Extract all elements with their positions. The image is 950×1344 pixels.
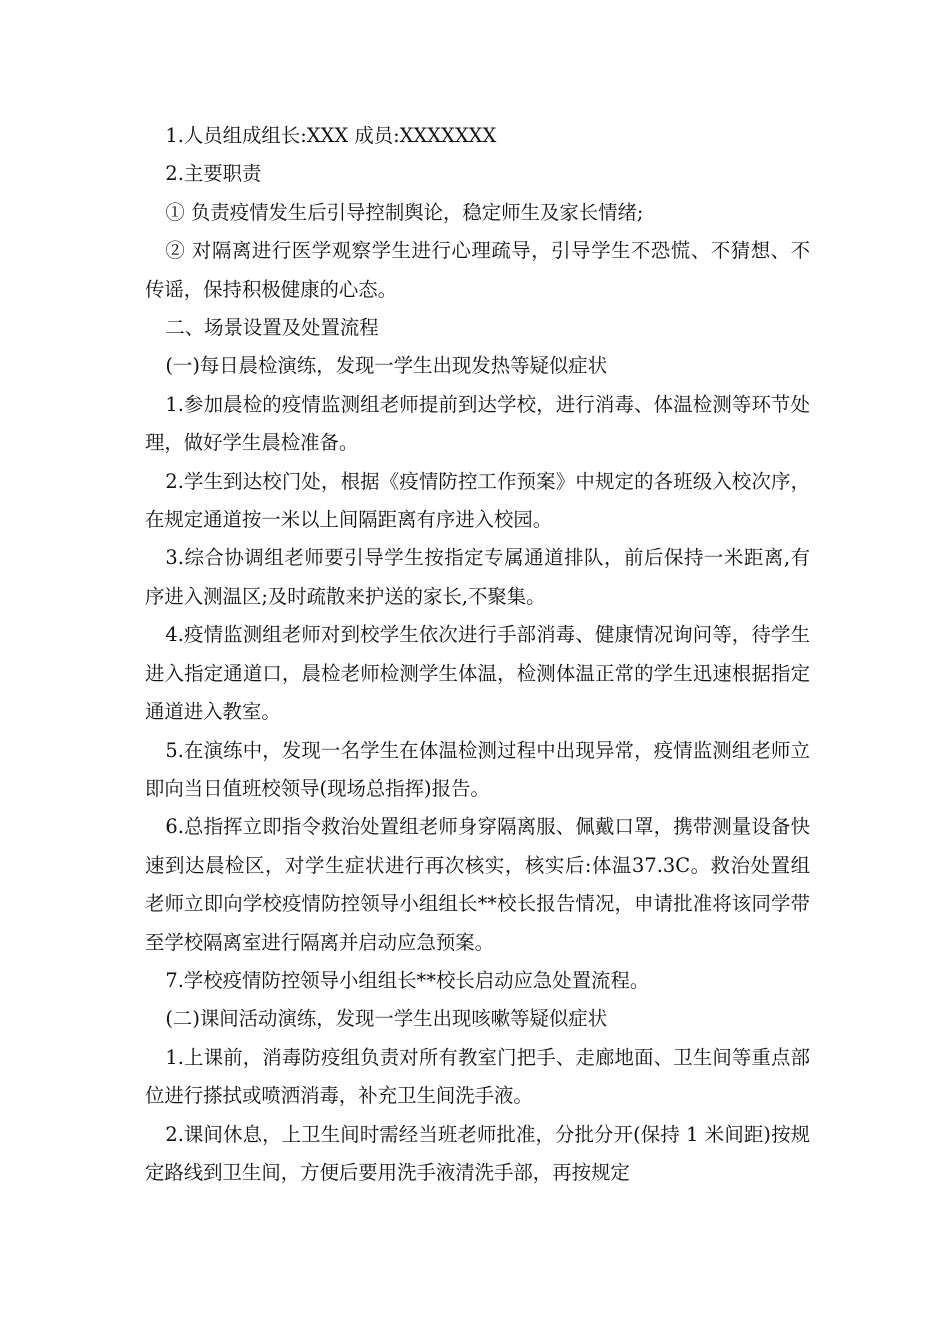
paragraph-morning-step-1: 1.参加晨检的疫情监测组老师提前到达学校，进行消毒、体温检测等环节处理，做好学生晨检准备。 [145,392,810,455]
paragraph-morning-step-5: 5.在演练中，发现一名学生在体温检测过程中出现异常，疫情监测组老师立即向当日值班校领导(现场总指挥)报告。 [145,738,810,800]
paragraph-morning-step-2: 2.学生到达校门处，根据《疫情防控工作预案》中规定的各班级入校次序，在规定通道按一米以上间隔距离有序进入校园。 [145,469,810,532]
paragraph-break-step-2: 2.课间休息，上卫生间时需经当班老师批准，分批分开(保持 1 米间距)按规定路线到卫生间，方便后要用洗手液清洗手部，再按规定 [145,1122,810,1184]
subsection-heading-morning-check: (一)每日晨检演练，发现一学生出现发热等疑似症状 [165,354,608,378]
paragraph-duty-2: ② 对隔离进行医学观察学生进行心理疏导，引导学生不恐慌、不猜想、不传谣，保持积极健康的心态。 [145,239,810,301]
document-page [145,117,810,1192]
paragraph-morning-step-6: 6.总指挥立即指令救治处置组老师身穿隔离服、佩戴口罩，携带测量设备快速到达晨检区，对学生症状进行再次核实，核实后:体温37.3C。救治处置组老师立即向学校疫情防控领导小组组长**校长报告情况，申请批准将该同学带至学校隔离室进行隔离并启动应急预案。 [145,815,810,954]
paragraph-break-step-1: 1.上课前，消毒防疫组负责对所有教室门把手、走廊地面、卫生间等重点部位进行搽拭或喷洒消毒，补充卫生间洗手液。 [145,1045,810,1108]
section-heading-scenarios: 二、场景设置及处置流程 [165,316,379,340]
paragraph-duties-heading: 2.主要职责 [165,162,262,186]
paragraph-morning-step-7: 7.学校疫情防控领导小组组长**校长启动应急处置流程。 [165,968,650,992]
paragraph-morning-step-3: 3.综合协调组老师要引导学生按指定专属通道排队，前后保持一米距离,有序进入测温区;及时疏散来护送的家长,不聚集。 [145,546,810,608]
subsection-heading-break-activity: (二)课间活动演练，发现一学生出现咳嗽等疑似症状 [165,1007,608,1031]
paragraph-duty-1: ① 负责疫情发生后引导控制舆论，稳定师生及家长情绪; [165,200,644,224]
paragraph-morning-step-4: 4.疫情监测组老师对到校学生依次进行手部消毒、健康情况询问等，待学生进入指定通道口，晨检老师检测学生体温，检测体温正常的学生迅速根据指定通道进入教室。 [145,623,810,724]
paragraph-personnel: 1.人员组成组长:XXX 成员:XXXXXXX [165,124,497,147]
